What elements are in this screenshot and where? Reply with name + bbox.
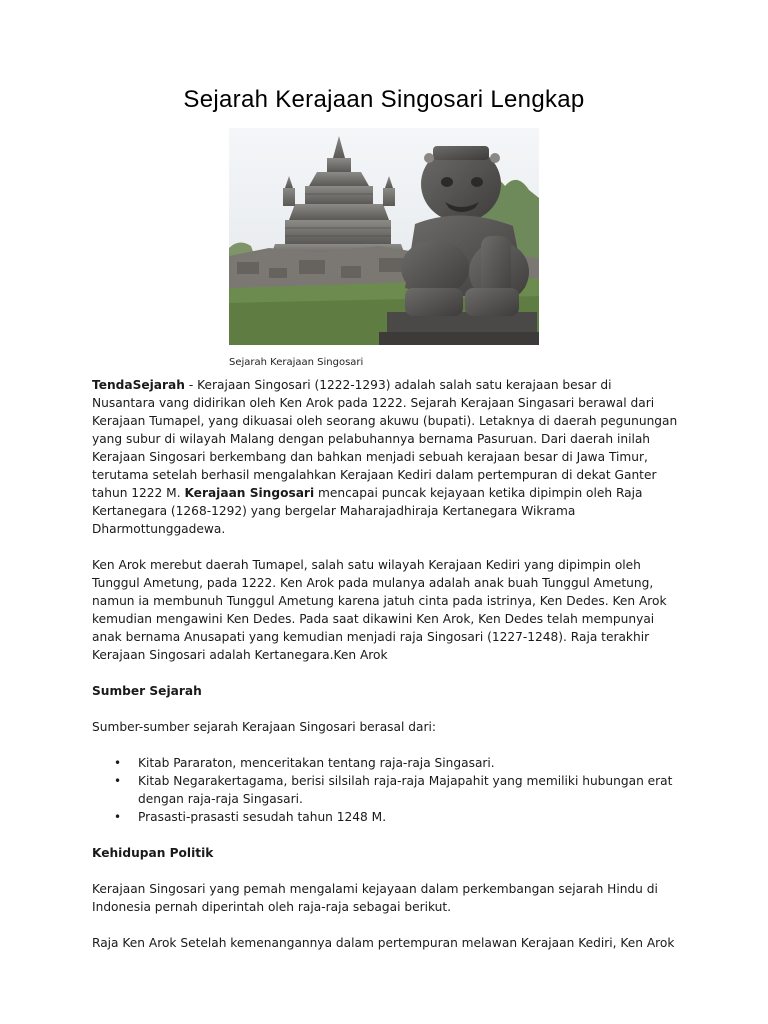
kerajaan-singosari-term: Kerajaan Singosari <box>184 486 315 500</box>
site-name: TendaSejarah <box>92 378 185 392</box>
intro-text-1: - Kerajaan Singosari (1222-1293) adalah salah satu kerajaan besar di Nusantara vang didirikan oleh Ken Arok pada 1222. Sejarah Kerajaan Singasari berawal dari Kerajaan Tumapel, yang dikuasai oleh seorang akuwu (bupati). Letaknya di daerah pegunungan yang subur di wilayah Malang dengan pelabuhannya bernama Pasuruan. Dari daerah inilah Kerajaan Singosari berkembang dan bahkan menjadi sebuah kerajaan besar di Jawa Timur, terutama setelah berhasil mengalahkan Kerajaan Kediri dalam pertempuran di dekat Ganter tahun 1222 M. <box>92 378 678 500</box>
photo-illustration <box>229 128 539 345</box>
ken-arok-paragraph: Ken Arok merebut daerah Tumapel, salah satu wilayah Kerajaan Kediri yang dipimpin oleh Tunggul Ametung, pada 1222. Ken Arok pada mulanya adalah anak buah Tunggul Ametung, namun ia membunuh Tunggul Ametung karena jatuh cinta pada istrinya, Ken Dedes. Ken Arok kemudian mengawini Ken Dedes. Pada saat dikawini Ken Arok, Ken Dedes telah mempunyai anak bernama Anusapati yang kemudian menjadi raja Singosari (1227-1248). Raja terakhir Kerajaan Singosari adalah Kertanegara.Ken Arok <box>92 558 667 662</box>
sources-list <box>92 754 678 826</box>
photo-caption: Sejarah Kerajaan Singosari <box>229 357 364 368</box>
list-item: • Prasasti-prasasti sesudah tahun 1248 M. <box>92 808 678 826</box>
list-item: • Kitab Pararaton, menceritakan tentang raja-raja Singasari. <box>92 754 678 772</box>
kehidupan-politik-heading: Kehidupan Politik <box>92 846 214 860</box>
article-body <box>92 376 678 952</box>
politik-paragraph: Kerajaan Singosari yang pemah mengalami kejayaan dalam perkembangan sejarah Hindu di Indonesia pernah diperintah oleh raja-raja sebagai berikut. <box>92 882 658 914</box>
page-title: Sejarah Kerajaan Singosari Lengkap <box>183 86 585 113</box>
temple-statue-photo <box>229 128 539 345</box>
list-item: • Kitab Negarakertagama, berisi silsilah raja-raja Majapahit yang memiliki hubungan erat dengan raja-raja Singasari. <box>92 772 678 808</box>
sumber-sejarah-heading: Sumber Sejarah <box>92 684 202 698</box>
ken-arok-reign-paragraph: Raja Ken Arok Setelah kemenangannya dalam pertempuran melawan Kerajaan Kediri, Ken Arok <box>92 936 675 950</box>
intro-paragraph <box>92 376 678 538</box>
intro-text-2: mencapai puncak kejayaan ketika dipimpin oleh Raja Kertanegara (1268-1292) yang bergelar Maharajadhiraja Kertanegara Wikrama Dharmottunggadewa. <box>92 486 643 536</box>
sumber-intro: Sumber-sumber sejarah Kerajaan Singosari berasal dari: <box>92 720 436 734</box>
